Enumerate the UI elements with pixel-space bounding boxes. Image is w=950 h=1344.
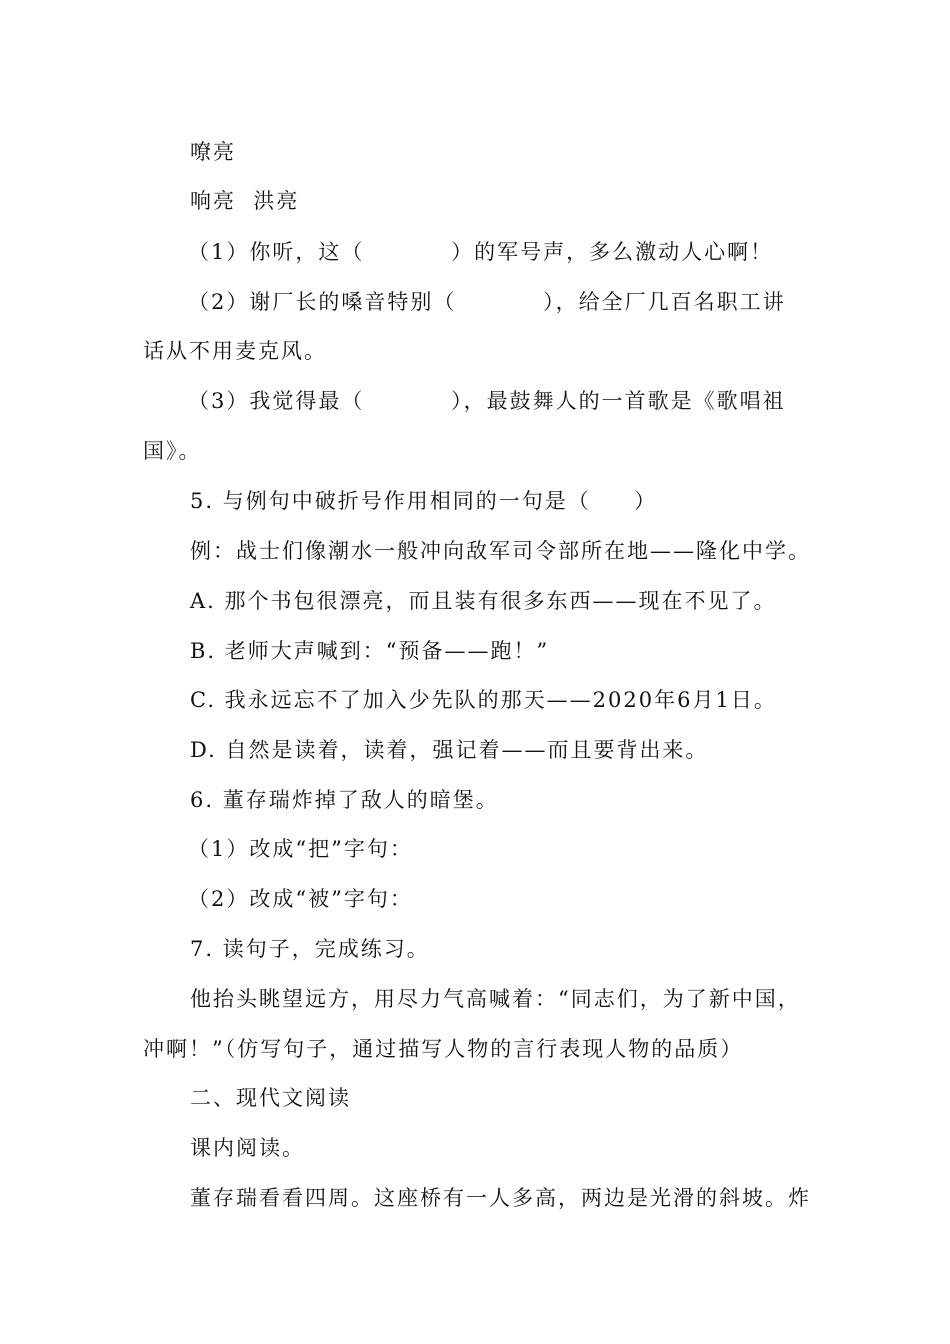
option-b: B. 老师大声喊到：“预备——跑！” xyxy=(190,639,550,663)
option-d: D. 自然是读着，读着，强记着——而且要背出来。 xyxy=(190,738,709,762)
fill-blank-question-3: （3）我觉得最（ ），最鼓舞人的一首歌是《歌唱祖 xyxy=(188,389,786,413)
section-2-heading: 二、现代文阅读 xyxy=(190,1086,351,1110)
reading-passage-line: 董存瑞看看四周。这座桥有一人多高，两边是光滑的斜坡。炸 xyxy=(190,1186,811,1210)
example-sentence: 例：战士们像潮水一般冲向敌军司令部所在地——隆化中学。 xyxy=(190,539,811,563)
question-7-sentence: 他抬头眺望远方，用尽力气高喊着：“同志们，为了新中国， xyxy=(190,987,801,1011)
word-option-liaoliang: 嘹亮 xyxy=(190,140,236,164)
fill-blank-question-1: （1）你听，这（ ）的军号声，多么激动人心啊！ xyxy=(188,240,774,264)
option-a: A. 那个书包很漂亮，而且装有很多东西——现在不见了。 xyxy=(190,589,777,613)
question-5-heading: 5. 与例句中破折号作用相同的一句是（ ） xyxy=(190,489,658,513)
reading-subheading: 课内阅读。 xyxy=(190,1136,305,1160)
fill-blank-question-2-continued: 话从不用麦克风。 xyxy=(143,339,327,363)
question-6-heading: 6. 董存瑞炸掉了敌人的暗堡。 xyxy=(190,788,499,812)
question-7-heading: 7. 读句子，完成练习。 xyxy=(190,937,430,961)
question-7-sentence-continued: 冲啊！”（仿写句子，通过描写人物的言行表现人物的品质） xyxy=(143,1037,744,1061)
fill-blank-question-2: （2）谢厂长的嗓音特别（ ），给全厂几百名职工讲 xyxy=(188,290,786,314)
word-options-xiangliang-hongliang: 响亮 洪亮 xyxy=(190,189,300,213)
fill-blank-question-3-continued: 国》。 xyxy=(143,439,202,463)
question-6-part-2: （2）改成“被”字句： xyxy=(188,887,413,911)
option-c: C. 我永远忘不了加入少先队的那天——2020年6月1日。 xyxy=(190,688,777,712)
question-6-part-1: （1）改成“把”字句： xyxy=(188,837,413,861)
